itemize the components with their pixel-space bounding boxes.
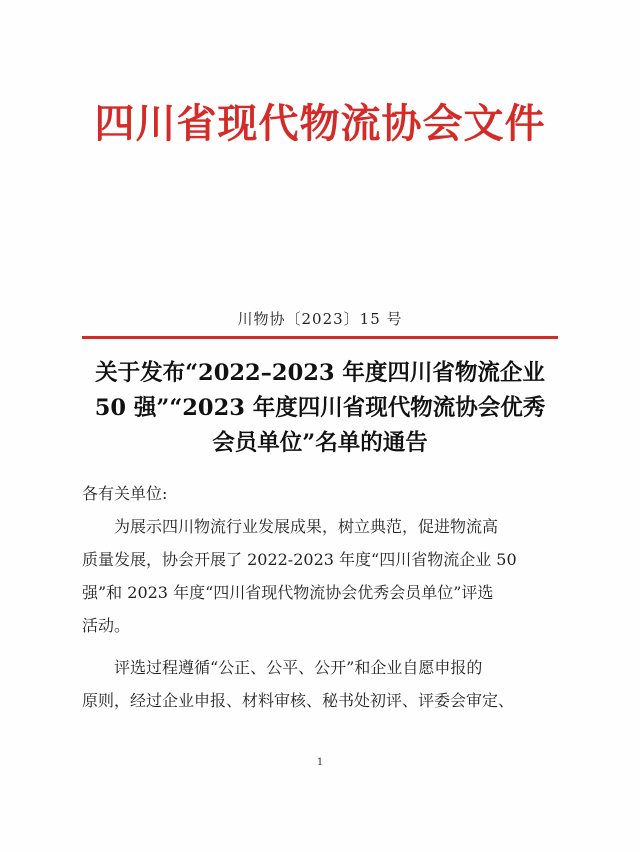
notice-title	[60, 356, 580, 461]
body-paragraph-1	[82, 510, 562, 642]
salutation: 各有关单位:	[82, 484, 168, 503]
paragraph-line: 质量发展，协会开展了 2022-2023 年度“四川省物流企业 50	[82, 550, 517, 569]
paragraph-line: 为展示四川物流行业发展成果，树立典范，促进物流高	[114, 517, 499, 536]
paragraph-line: 活动。	[82, 616, 131, 635]
red-divider-line	[82, 336, 558, 339]
title-line: 会员单位”名单的通告	[212, 430, 428, 456]
paragraph-line: 原则，经过企业申报、材料审核、秘书处初评、评委会审定、	[82, 691, 515, 710]
document-number: 川物协〔2023〕15 号	[237, 310, 403, 328]
title-line: 关于发布“2022–2023 年度四川省物流企业	[95, 360, 545, 386]
masthead-title: 四川省现代物流协会文件	[94, 101, 546, 147]
body-paragraph-2	[82, 651, 562, 717]
page-number: 1	[316, 757, 324, 768]
title-line: 50 强”“2023 年度四川省现代物流协会优秀	[94, 395, 546, 421]
paragraph-line: 评选过程遵循“公正、公平、公开”和企业自愿申报的	[114, 658, 483, 677]
paragraph-line: 强”和 2023 年度“四川省现代物流协会优秀会员单位”评选	[82, 583, 494, 602]
